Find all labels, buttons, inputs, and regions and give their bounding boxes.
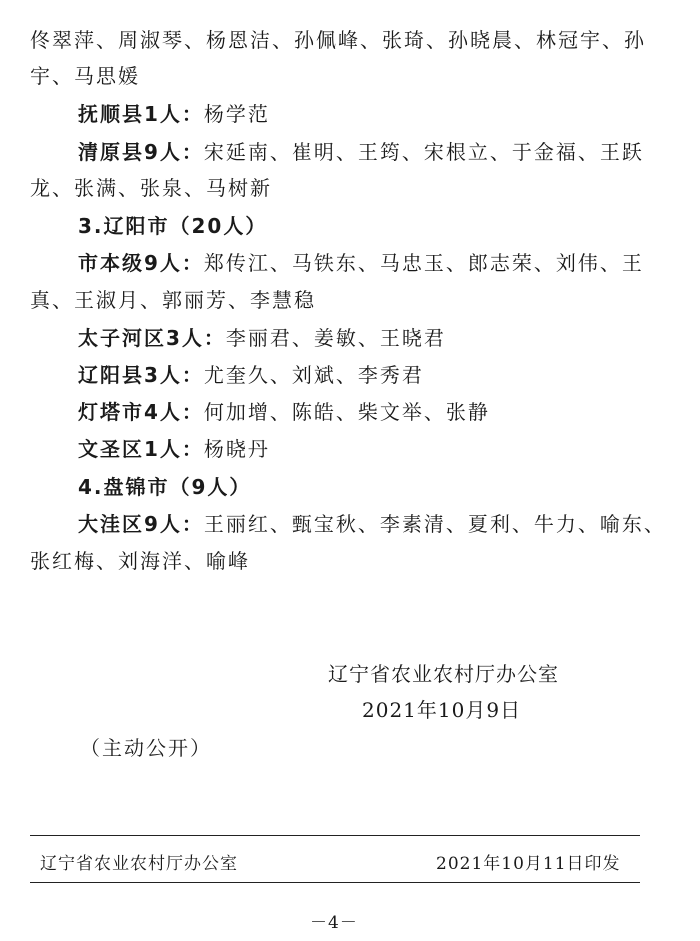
county-entry-qingyuan: 清原县9人：宋延南、崔明、王筠、宋根立、于金福、王跃	[78, 140, 644, 164]
body-line: 真、王淑月、郭丽芳、李慧稳	[30, 288, 316, 312]
body-line: 龙、张满、张泉、马树新	[30, 176, 272, 200]
footer-issuer: 辽宁省农业农村厅办公室	[40, 854, 238, 874]
footer-rule-top	[30, 835, 640, 836]
county-entry-liaoyang-county: 辽阳县3人：尤奎久、刘斌、李秀君	[78, 363, 424, 387]
county-entry-dawa: 大洼区9人：王丽红、甄宝秋、李素清、夏利、牛力、喻东、	[78, 512, 666, 536]
city-heading-liaoyang: 3.辽阳市（20人）	[78, 214, 268, 238]
county-entry-fushun: 抚顺县1人：杨学范	[78, 102, 270, 126]
footer-rule-bottom	[30, 882, 640, 883]
signature-date: 2021年10月9日	[362, 698, 522, 722]
city-heading-panjin: 4.盘锦市（9人）	[78, 475, 252, 499]
disclosure-note: （主动公开）	[80, 736, 212, 760]
footer-issue-date: 2021年10月11日印发	[436, 854, 621, 874]
county-entry-dengta: 灯塔市4人：何加增、陈皓、柴文举、张静	[78, 400, 490, 424]
body-line: 张红梅、刘海洋、喻峰	[30, 549, 250, 573]
body-line: 佟翠萍、周淑琴、杨恩洁、孙佩峰、张琦、孙晓晨、林冠宇、孙	[30, 28, 646, 52]
county-entry-liaoyang-city: 市本级9人：郑传江、马铁东、马忠玉、郎志荣、刘伟、王	[78, 251, 644, 275]
page-number: －4－	[310, 913, 358, 933]
county-entry-taizihe: 太子河区3人：李丽君、姜敏、王晓君	[78, 326, 446, 350]
signature-org: 辽宁省农业农村厅办公室	[328, 662, 559, 686]
body-line: 宇、马思媛	[30, 64, 140, 88]
county-entry-wensheng: 文圣区1人：杨晓丹	[78, 437, 270, 461]
